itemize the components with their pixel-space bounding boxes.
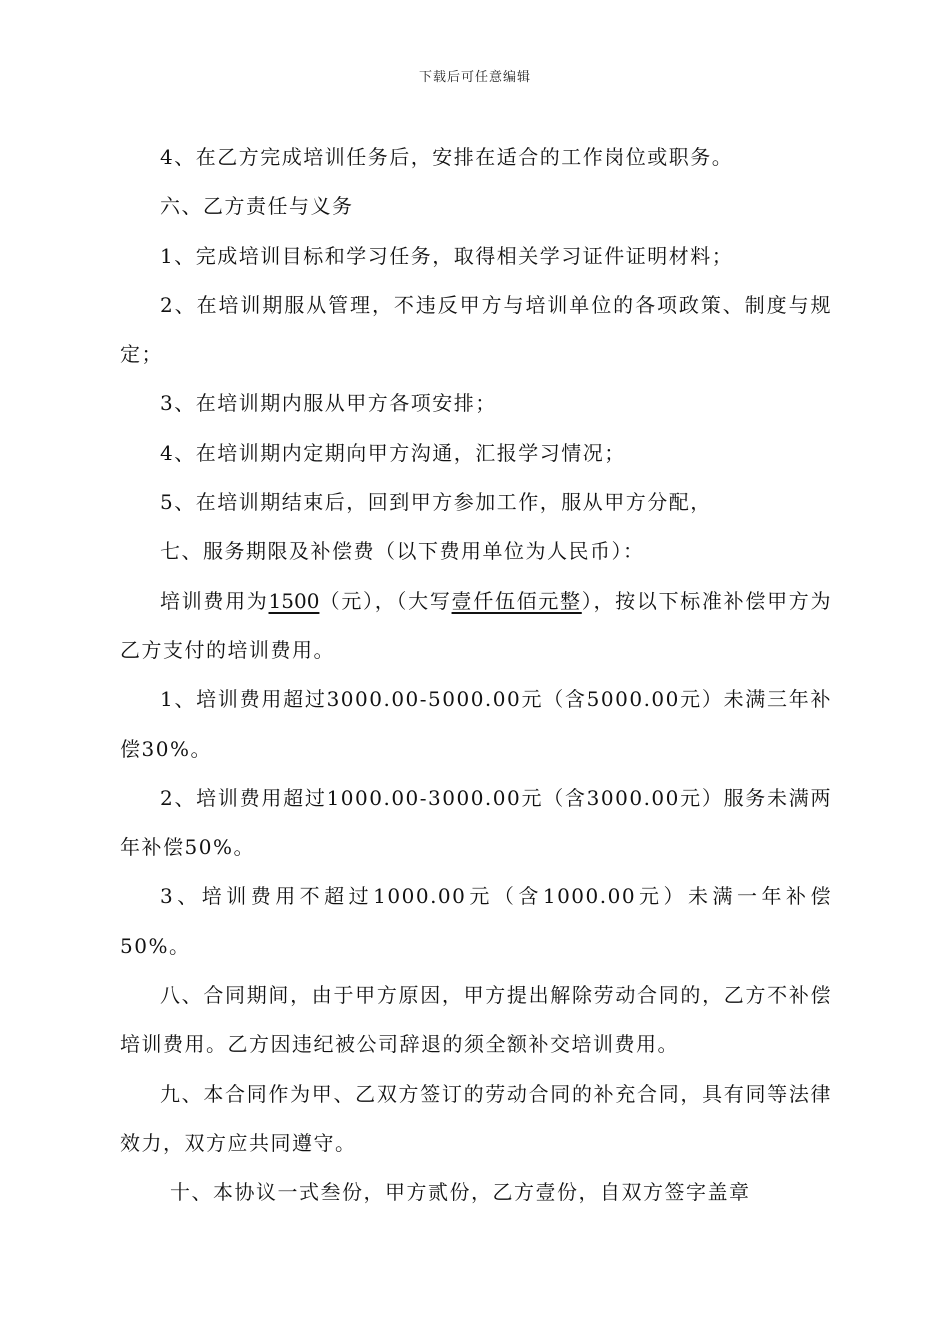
section-7-heading: 七、服务期限及补偿费（以下费用单位为人民币）： <box>160 539 645 564</box>
clause-6-item-1: 1、完成培训目标和学习任务，取得相关学习证件证明材料； <box>160 243 734 268</box>
section-6-heading: 六、乙方责任与义务 <box>160 194 354 219</box>
training-fee-amount-upper: 壹仟伍佰元整 <box>451 588 582 613</box>
clause-5-item-4: 4、在乙方完成培训任务后，安排在适合的工作岗位或职务。 <box>160 145 734 169</box>
compensation-rule-3: 3、培训费用不超过1000.00元（含1000.00元）未满一年补偿50%。 <box>120 884 832 958</box>
training-fee-paragraph <box>120 577 832 676</box>
section-10-paragraph: 十、本协议一式叁份，甲方贰份，乙方壹份，自双方签字盖章 <box>170 1180 751 1205</box>
training-fee-text-2: （元），（大写 <box>319 588 452 613</box>
contract-body <box>120 133 832 1218</box>
training-fee-text-3: ），按以下标准补偿甲方为乙方支付的培训费用。 <box>120 588 832 662</box>
compensation-rule-2: 2、培训费用超过1000.00-3000.00元（含3000.00元）服务未满两年补偿50%。 <box>120 785 832 860</box>
training-fee-text-1: 培训费用为 <box>160 588 269 613</box>
section-9-paragraph: 九、本合同作为甲、乙双方签订的劳动合同的补充合同，具有同等法律效力，双方应共同遵守。 <box>120 1081 832 1155</box>
page-header: 下载后可任意编辑 <box>418 70 531 85</box>
clause-6-item-4: 4、在培训期内定期向甲方沟通，汇报学习情况； <box>160 440 626 465</box>
section-8-paragraph: 八、合同期间，由于甲方原因，甲方提出解除劳动合同的，乙方不补偿培训费用。乙方因违纪被公司辞退的须全额补交培训费用。 <box>120 983 832 1057</box>
clause-6-item-5: 5、在培训期结束后，回到甲方参加工作，服从甲方分配， <box>160 490 712 515</box>
compensation-rule-1: 1、培训费用超过3000.00-5000.00元（含5000.00元）未满三年补偿30%。 <box>120 687 832 761</box>
training-fee-amount: 1500 <box>268 588 320 613</box>
clause-6-item-2: 2、在培训期服从管理，不违反甲方与培训单位的各项政策、制度与规定； <box>120 292 832 367</box>
clause-6-item-3: 3、在培训期内服从甲方各项安排； <box>160 391 497 416</box>
